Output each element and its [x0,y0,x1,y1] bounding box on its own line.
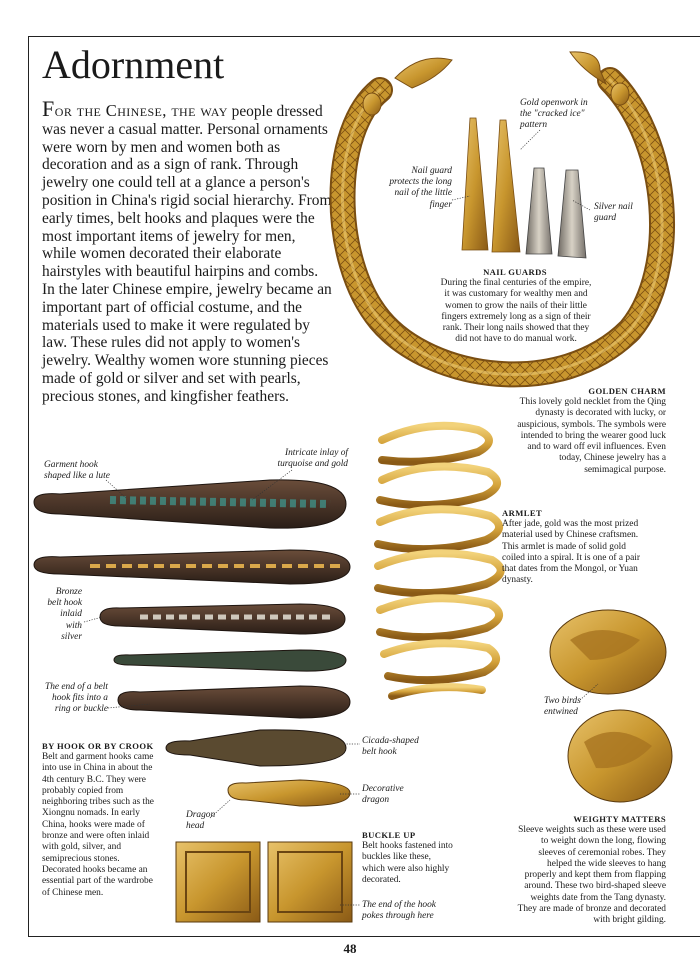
caption-two-birds: Two birds entwined [544,696,581,718]
caption-intricate-inlay: Intricate inlay of turquoise and gold [277,448,348,470]
caption-dragon-head: Dragon head [186,810,216,832]
caption-bronze-belt-hook: Bronze belt hook inlaid with silver [47,587,82,642]
page-number: 48 [343,941,357,956]
nail-guards-text: During the final centuries of the empire, it was customary for wealthy men and women to grow the nails of their little fingers extremely long as a sign of their rank. Their long nails showed that they did not have to do manual work. [440,278,592,345]
intro-drop-cap: F [42,96,55,121]
intro-small-caps: or the Chinese, the way [54,101,228,120]
caption-nail-guard: Nail guard protects the long nail of the little finger [389,166,452,210]
nail-guards-image [462,118,586,258]
caption-end-of-hook: The end of a belt hook fits into a ring or buckle [44,682,108,715]
buckles-image [176,842,352,922]
by-hook-heading: BY HOOK OR BY CROOK [42,741,154,751]
intro-text: people dressed was never a casual matter. Personal ornaments were worn by men and women both as decoration and as a sign of rank. Through jewelry one could tell at a glance a person's position in China's rigid social hierarchy. From early times, belt hooks and plaques were the most important items of jewelry for men, while women decorated their elaborate hairstyles with beautiful hairpins and combs. In the later Chinese empire, jewelry became an important part of official costume, and the materials used to make it were regulated by law. These rules did not apply to women's jewelry. Wealthy women wore stunning pieces made of gold or silver and set with pearls, precious stones, and kingfisher feathers. [42,103,332,405]
nail-guards-heading: NAIL GUARDS [483,267,547,277]
golden-charm-text: This lovely gold necklet from the Qing dynasty is decorated with lucky, or auspicious, symbols. The symbols were intended to bring the wearer good luck and to ward off evil influences. Even today, Chinese jewelry has a semimagical purpose. [517,397,666,475]
weighty-matters-heading: WEIGHTY MATTERS [573,814,666,824]
caption-cicada: Cicada-shaped belt hook [362,736,419,758]
armlet-heading: ARMLET [502,508,543,518]
caption-end-pokes: The end of the hook pokes through here [362,900,436,922]
caption-garment-hook: Garment hook shaped like a lute [44,460,110,482]
page-title: Adornment [42,42,225,87]
armlet-image [378,426,501,696]
buckle-up-text: Belt hooks fastened into buckles like these, which were also highly decorated. [362,841,453,885]
armlet-text: After jade, gold was the most prized material used by Chinese craftsmen. This armlet is made of solid gold coiled into a spiral. It is one of a pair that dates from the Mongol, or Yuan dynasty. [502,519,640,586]
caption-decorative-dragon: Decorative dragon [362,784,404,806]
buckle-up-heading: BUCKLE UP [362,830,416,840]
caption-silver-nail-guard: Silver nail guard [594,202,633,224]
weighty-matters-text: Sleeve weights such as these were used to weight down the long, flowing sleeves of ceremonial robes. They helped the wide sleeves to hang properly and kept them from flapping around. These two bird-shaped sleeve weights date from the Tang dynasty. They are made of bronze and decorated with bright gilding. [517,825,666,926]
golden-charm-heading: GOLDEN CHARM [588,386,666,396]
by-hook-text: Belt and garment hooks came into use in China in about the 4th century B.C. They were probably copied from neighboring tribes such as the Xiongnu nomads. In early China, hooks were made of bronze and were often inlaid with gold, silver, and semiprecious stones. Decorated hooks became an essential part of the wardrobe of Chinese men. [42,752,154,898]
caption-gold-openwork: Gold openwork in the "cracked ice" pattern [520,98,588,131]
